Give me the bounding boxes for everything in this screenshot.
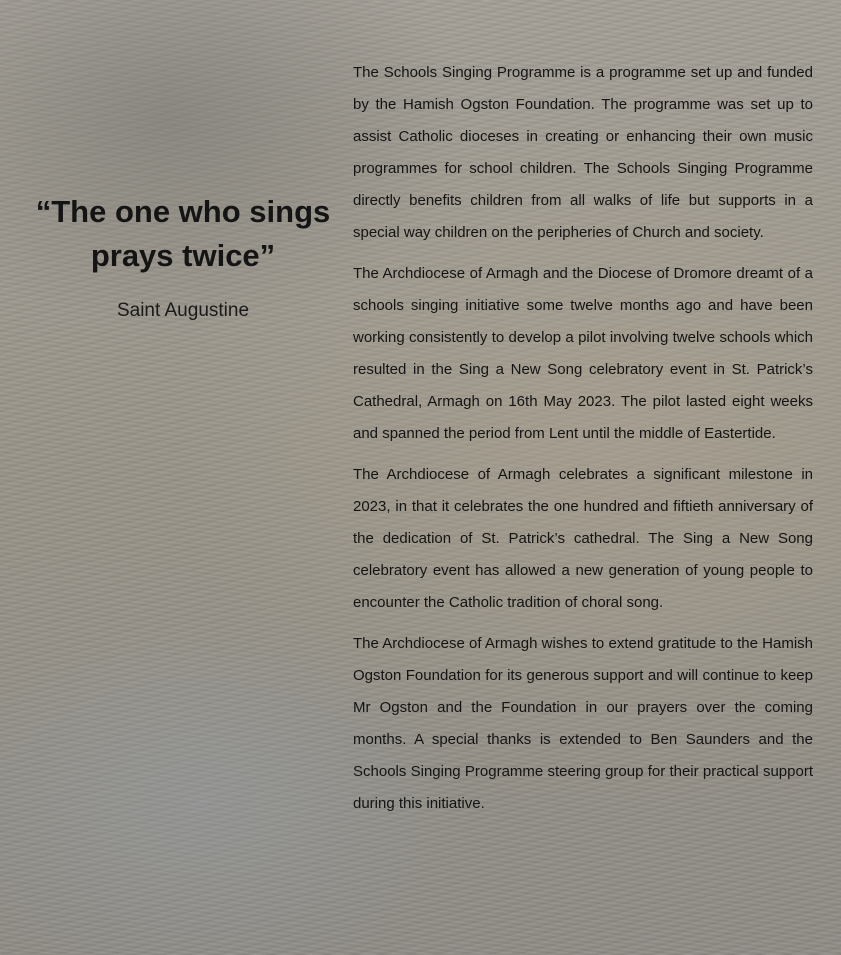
- quote-attribution: Saint Augustine: [116, 300, 250, 321]
- paragraph-programme-intro: The Schools Singing Programme is a programme set up and funded by the Hamish Ogston Foundation. The programme was set up to assist Catholic dioceses in creating or enhancing their own music programmes for school children. The Schools Singing Programme directly benefits children from all walks of life but supports in a special way children on the peripheries of Church and society.: [353, 64, 813, 241]
- paragraph-gratitude: The Archdiocese of Armagh wishes to extend gratitude to the Hamish Ogston Foundation for its generous support and will continue to keep Mr Ogston and the Foundation in our prayers over the coming months. A special thanks is extended to Ben Saunders and the Schools Singing Programme steering group for their practical support during this initiative.: [353, 635, 813, 812]
- body-text: [353, 57, 813, 829]
- quote-block: [18, 190, 348, 322]
- paragraph-anniversary: The Archdiocese of Armagh celebrates a significant milestone in 2023, in that it celebrates the one hundred and fiftieth anniversary of the dedication of St. Patrick’s cathedral. The Sing a New Song celebratory event has allowed a new generation of young people to encounter the Catholic tradition of choral song.: [353, 466, 813, 611]
- quote-text: “The one who sings prays twice”: [35, 194, 331, 273]
- paragraph-pilot: The Archdiocese of Armagh and the Diocese of Dromore dreamt of a schools singing initiative some twelve months ago and have been working consistently to develop a pilot involving twelve schools which resulted in the Sing a New Song celebratory event in St. Patrick’s Cathedral, Armagh on 16th May 2023. The pilot lasted eight weeks and spanned the period from Lent until the middle of Eastertide.: [353, 265, 813, 442]
